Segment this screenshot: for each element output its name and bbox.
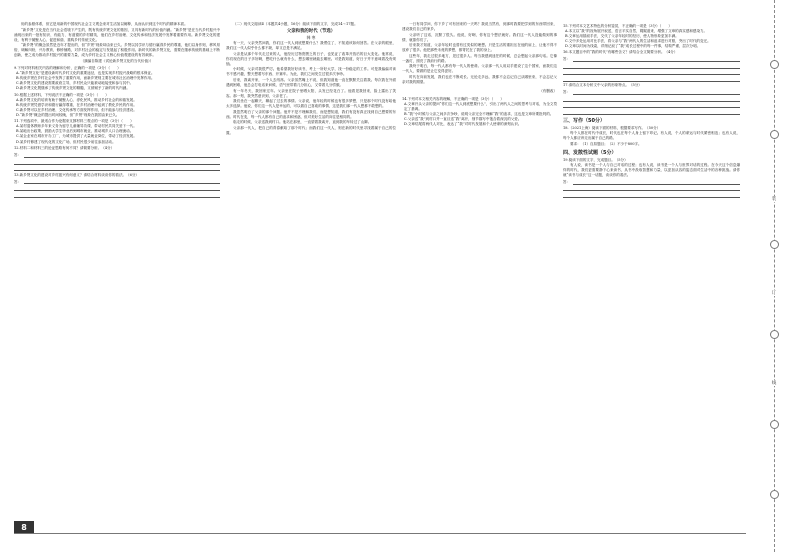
question-stem: 18.（2021上海）阅读下面的材料，根据要求写作。（50分）: [563, 125, 661, 130]
paragraph: 要求：（1）自拟题目；（2）不少于800字。: [570, 141, 642, 146]
paragraph: 父亲那一代人，把自己的青春献给了那个时代；而我们这一代人，则在新的时代里寻找着属于自己的位置。: [226, 125, 396, 135]
answer-line: [563, 191, 740, 198]
page-number: 8: [14, 521, 34, 533]
column-1: [14, 22, 220, 198]
paragraph: 一日有同学问，你下乡了可有回来的一天吗？我说当然有，到那时我要把学到的东西带回来，建设我们自己的家乡。: [402, 22, 557, 32]
question-option: C.文中多处运用对比手法，将父亲与“我”两代人的生活和追求进行对照，突出了时代的变迁。: [565, 38, 711, 43]
binding-hole: [770, 130, 779, 139]
question-stem: 16.本文题目中的“我的时代”有哪些含义？请结合全文简要分析。（4分）: [563, 50, 678, 55]
binding-char: 线: [771, 381, 777, 386]
answer-area[interactable]: [563, 57, 740, 62]
binding-char: 装: [771, 197, 777, 202]
answer-line: [24, 180, 220, 185]
article-title: 父亲和我的时代（节选）: [286, 29, 336, 35]
question-stem: 15.下列对本文艺术特色的分析鉴赏，不正确的一项是（3分）（ ）: [563, 23, 672, 28]
question-stem: 10.根据上述材料，下列说法不正确的一项是（3分）（ ）: [14, 92, 109, 97]
binding-hole: [770, 330, 779, 339]
answer-line: [563, 108, 740, 115]
question-option: B.传统乡贤在乡村社会中发挥了重要作用，而新乡贤则主要在城市社区治理中发挥作用。: [16, 75, 155, 80]
column-2: [226, 22, 396, 136]
binding-hole: [770, 60, 779, 69]
paragraph: 父亲是从那个年代走过来的人，他经历过物资匮乏的日子，也见证了改革开放后的巨大变化。他常说，你们现在的日子多好啊，想吃什么就有什么，想去哪里就能去哪里。可是我知道，好日子并不意味着没有烦恼。: [226, 51, 396, 66]
paragraph: 这些年，我走过很多地方，见过很多人。每当我感到迷茫的时候，总会想起父亲那句话。它像一盏灯，照亮了我前行的路。: [402, 53, 557, 63]
question-option: C.父亲送“我”到村口并一直目送“我”离开，细节描写中饱含着深沉的父爱。: [404, 117, 522, 122]
column-3: [402, 22, 557, 127]
binding-margin: [770, 0, 778, 552]
question-stem: 13.新乡贤文化的建设对乡村振兴有何意义？请结合材料谈谈你的看法。（6分）: [14, 172, 139, 177]
paragraph: 有人说，读书是一个人与自己对话的过程；也有人说，读书是一个人与世界对话的过程。在今天这个信息爆炸的时代，我们更需要静下心来读书，从书中汲取智慧和力量，以更加从容的姿态面对生活中的各种挑战。请你就“读书与成长”这一话题，谈谈你的看法。: [563, 162, 740, 177]
answer-area[interactable]: [14, 153, 220, 158]
section-intro: （二）现代文阅读Ⅱ（本题共4小题，16分）阅读下面的文字，完成14～17题。: [233, 22, 358, 26]
section-heading: 四、发散性试题（5分）: [563, 149, 617, 156]
answer-area[interactable]: [563, 90, 740, 95]
answer-label: 答：: [14, 179, 22, 184]
question-stem: 14.下列对本文相关内容的理解，不正确的一项是（3分）（ ）: [402, 97, 504, 102]
paragraph: 我终于明白，每一代人都有每一代人的使命。父亲那一代人用双手建设了这个国家，而我们这一代人，要做的是让它变得更好。: [402, 64, 557, 74]
question-option: C.新乡贤可以在乡村治理、文化传承等方面发挥作用，但不能参与经济建设。: [16, 107, 137, 112]
question-option: C.某企业家在城市开办工厂，为城市提供了大量就业岗位，带动了经济发展。: [16, 134, 137, 139]
answer-line: [573, 91, 740, 96]
question-option: C.新乡贤文化的建设需要政府主导，乡村民众只能被动地接受和参与其中。: [16, 81, 134, 86]
paragraph: “新乡贤”的概念虽然是近年才提出的，但“乡贤”现象却由来已久。乡贤以其学识与德行赢得乡民的尊重，他们以身作则，移风易俗，调解纠纷，兴办教育，修桥铺路，对乡村社会的稳定与发展起了积极作用。新时代的新乡贤文化，需要在继承传统的基础上不断创新，使之成为推动乡村振兴的重要力量，成为乡村社会主义核心价值观建设的有效载体。: [14, 43, 220, 58]
question-option: A.“新乡贤文化”是建设新时代乡村文化的重要途径，也是实现乡村振兴战略的根本保证。: [16, 70, 155, 75]
question-option: D.文章以时间为线索，详细记叙了“我”成长过程中的每一件事，结构严谨，层次分明。: [565, 43, 701, 48]
question-option: B.传统乡贤凭借学识和德行赢得尊重，在乡村治理中起到了教化乡民的作用。: [16, 102, 137, 107]
answer-area[interactable]: [14, 180, 220, 185]
paragraph: 每个人都在时代中成长，时代也在每个人身上留下印记。有人说，个人的命运与时代紧密相连；也有人说，每个人都应该走出属于自己的路。: [563, 131, 740, 141]
question-stem: 19.阅读下面的文字，完成题目。（5分）: [563, 157, 628, 162]
question-option: A.文章开头父亲的提问“你们这一代人到底想要什么”，引出了两代人之间的思考与对话，为全文奠定了基调。: [404, 102, 557, 112]
question-option: A.某村退休教师多年来义务为留守儿童辅导功课，带动村民共同关爱下一代。: [16, 124, 137, 129]
answer-line: [573, 58, 740, 63]
question-option: B.“我”小时候与父亲之间多次争吵，说明父亲完全不理解“我”的追求，这也是文章所要批判的。: [404, 112, 554, 117]
question-stem: 11.下列选项中，最适合作为论据来支撑材料三观点的一项是（3分）（ ）: [14, 119, 134, 124]
paragraph: 临走的时候，父亲送我到村口。他站在那里，一直望着我离开，直到我的车转过了山脚。: [233, 120, 372, 125]
answer-line: [563, 75, 740, 82]
paragraph: 有一年冬天，我回家过年。父亲坐在院子里晒太阳，头发已经花白了。他看见我回来，脸上露出了笑容。那一刻，我突然意识到，父亲老了。: [226, 88, 396, 98]
paragraph: 有一天，父亲突然问我，你们这一代人到底想要什么？我愣住了，不知道该如何回答。在父亲的眼里，我们这一代人似乎什么都不缺，却又总是不满足。: [226, 41, 396, 51]
question-option: A.本文以“我”的视角展开叙述，语言平实自然，娓娓道来，增强了文章的真实感和感染力。: [565, 28, 708, 33]
binding-hole: [770, 490, 779, 499]
paragraph: 我们坐在一起聊天，聊起了过去的事情。父亲说，他年轻的时候也有很多梦想，只是那个时代没有给他太多选择。他说，你们这一代人是幸运的，可以做自己喜欢的事情，这是我们那一代人想都不敢想的。: [226, 99, 396, 109]
answer-line: [24, 153, 220, 158]
question-stem: 9.下列对材料相关内容的理解和分析，正确的一项是（3分）（ ）: [14, 65, 121, 70]
paragraph: 我忽然明白了父亲的那个问题。他并不是不理解我们，而是想知道，我们有没有真正找到自己想要的东西。时代在变，每一代人都有自己的追求和困惑，但对美好生活的向往是相同的。: [226, 109, 396, 119]
paragraph: 后来我才知道，父亲年轻时也曾有过类似的理想。只是生活的重担压在他的肩上，让他不得不放弃了很多。他把那些未竟的梦想，都寄托在了我的身上。: [402, 43, 557, 53]
question-option: D.新乡贤文化既继承了传统乡贤文化的精髓，又被赋予了新的时代内涵。: [16, 86, 130, 91]
paragraph: 父亲听了这话，沉默了很久。他说，好啊，你有这个想法就好。我们这一代人没能做到的事情，就靠你们了。: [402, 32, 557, 42]
section-heading: 三、写作（50分）: [563, 117, 605, 124]
column-4: [563, 22, 740, 198]
paragraph: 后来，我离开家，一个人去闯荡。父亲虽然嘴上不说，但我知道他一直在默默关注着我。每次我在外面遇到困难，他总会打电话来问候，语气里带着几分担心，又带着几分骄傲。: [226, 77, 396, 87]
ending-note: （有删改）: [539, 88, 557, 93]
answer-label: 答：: [14, 153, 22, 158]
paragraph: “新乡贤”文化是在当代社会语境下产生的，既有传统乡贤文化的基因，又具有新时代的价值内涵。“新乡贤”是在当代乡村振兴中涌现出来的一批有知识、有能力、有道德的乡村精英，他们在乡村治理、文化传承和经济发展中发挥着重要作用。新乡贤文化的建设，有利于凝聚人心、促进和谐、重构乡村传统文化。: [14, 27, 220, 42]
article-author: 韩 寒: [306, 35, 316, 41]
answer-line: [14, 165, 220, 172]
binding-line: [774, 0, 775, 552]
answer-line: [573, 180, 740, 185]
question-option: D.某乡村修建了现代化的文化广场，但村民很少前往参加活动。: [16, 139, 116, 144]
question-option: B.某地出台政策，鼓励大学生毕业后到城市就业，推动城乡人口合理流动。: [16, 129, 134, 134]
question-option: B.文章运用插叙手法，交代了父亲年轻时的经历，使人物形象更加丰满。: [565, 33, 679, 38]
answer-line: [14, 191, 220, 198]
source-note: （摘编自陈建《试论新乡贤文化的当代价值》）: [80, 59, 154, 64]
answer-area[interactable]: [563, 180, 740, 185]
question-stem: 17.请结合文本分析文中父亲的形象特点。（5分）: [563, 83, 642, 88]
answer-label: 答：: [563, 90, 571, 95]
paragraph: 协的参照体系，但它是用新的中国现代社会主义观念来对生活加以阐释，从而认识到这个时代的精神本质。: [21, 22, 188, 26]
question-option: A.新乡贤文化的培育有助于凝聚人心、淳化民风，推动乡村社会的和谐发展。: [16, 97, 137, 102]
binding-char: 订: [771, 291, 777, 296]
question-stem: 12.材料二和材料三的论证思路有何不同？请简要分析。（4分）: [14, 146, 115, 151]
binding-hole: [770, 240, 779, 249]
answer-label: 答：: [563, 57, 571, 62]
question-option: D.“新乡贤”概念的提出时间较晚，但“乡贤”现象在我国由来已久。: [16, 112, 120, 117]
question-option: D.文章结尾将两代人对比，表达了“我”对时代发展和个人使命的深刻认识。: [404, 122, 522, 127]
paragraph: 小时候，父亲对我很严厉。他希望我好好读书，考上一所好大学，找一份稳定的工作。可是我偏偏对读书不感兴趣，整天想着写东西、开赛车。为此，我们之间发生过很多次争吵。: [226, 67, 396, 77]
paragraph: 时代在向前发展，我们也在不断成长。无论走多远，我都不会忘记自己从哪里来，不会忘记父亲对我的期望。: [402, 74, 557, 85]
answer-label: 答：: [563, 179, 571, 184]
binding-hole: [770, 420, 779, 429]
bottom-rule: [14, 533, 746, 534]
